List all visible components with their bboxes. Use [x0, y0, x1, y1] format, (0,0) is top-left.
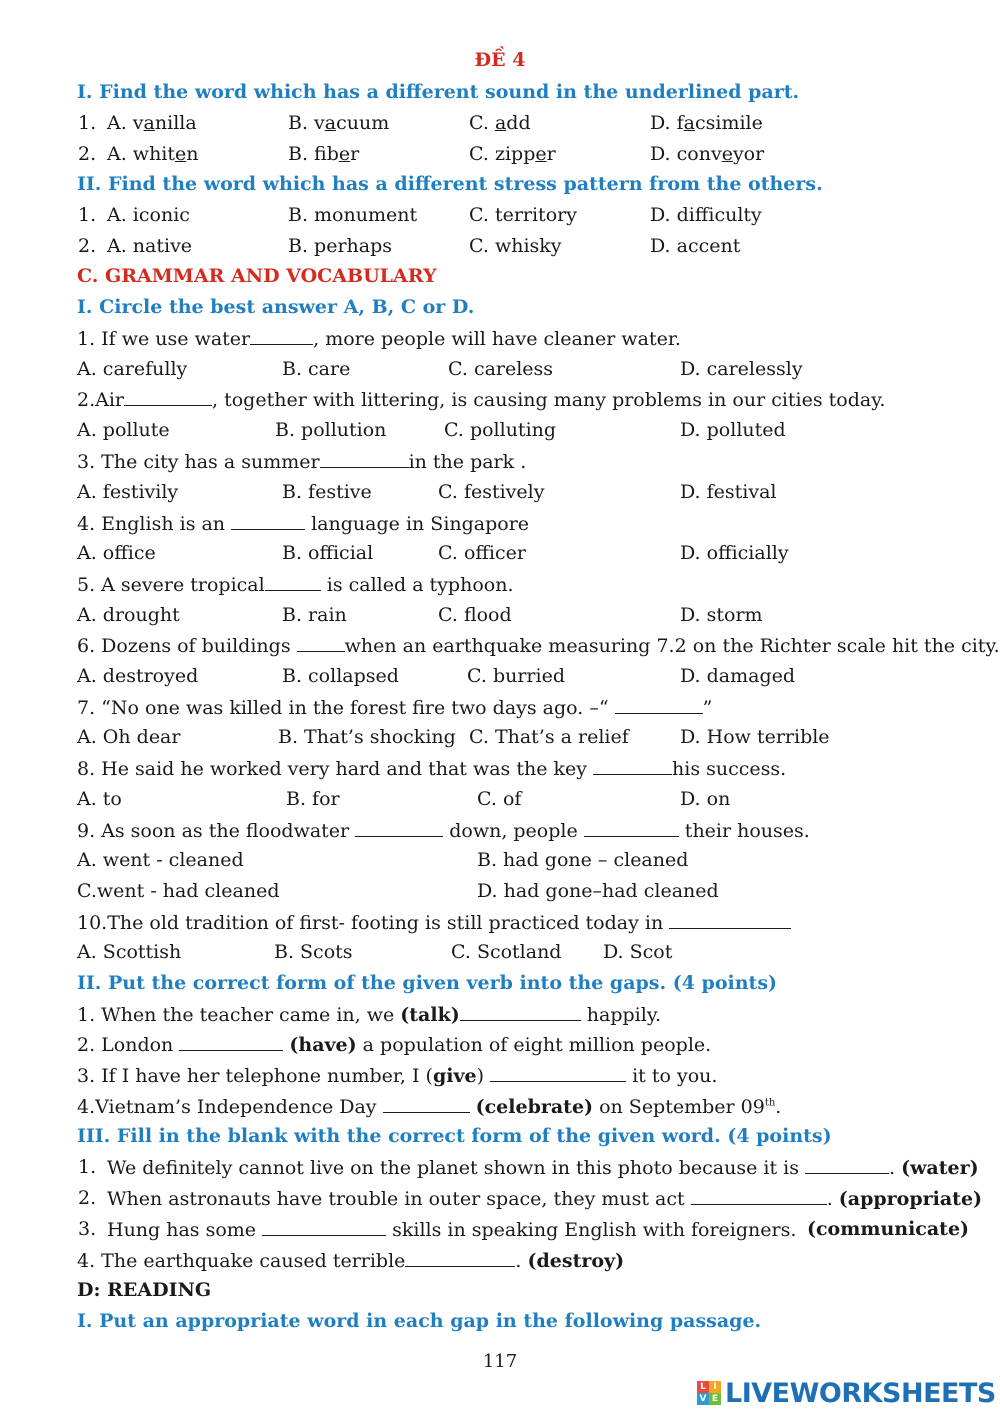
q-number: 1. — [78, 1156, 97, 1178]
option-b: B. pollution — [275, 419, 387, 441]
option-c: C. festively — [438, 481, 545, 503]
question-text: When astronauts have trouble in outer space, they must act . (appropriate) — [107, 1188, 983, 1210]
option-a: A. native — [107, 235, 193, 257]
option-a: A. whiten — [107, 143, 199, 165]
question-text: 4. English is an language in Singapore — [77, 513, 530, 535]
question-text: 3. If I have her telephone number, I (give) it to you. — [77, 1065, 718, 1087]
option-a: A. festivily — [77, 481, 179, 503]
option-b: B. That’s shocking — [278, 726, 456, 748]
option-c: C. flood — [438, 604, 512, 626]
option-d: D. How terrible — [680, 726, 830, 748]
question-text: 3. The city has a summer in the park . — [77, 451, 527, 473]
question-text: 8. He said he worked very hard and that was the key his success. — [77, 758, 787, 780]
option-c: C. zipper — [469, 143, 556, 165]
option-d: D. on — [680, 788, 731, 810]
option-d: D. facsimile — [650, 112, 763, 134]
option-c: C. officer — [438, 542, 526, 564]
exam-title: ĐỀ 4 — [474, 49, 526, 71]
option-d: D. polluted — [680, 419, 786, 441]
option-a: A. pollute — [77, 419, 170, 441]
option-a: A. destroyed — [77, 665, 199, 687]
q-number: 1. — [78, 112, 97, 134]
option-c: C. add — [469, 112, 531, 134]
section-heading-verbs: II. Put the correct form of the given verb into the gaps. (4 points) — [77, 972, 778, 994]
question-text: 9. As soon as the floodwater down, people their houses. — [77, 820, 810, 842]
option-a: A. went - cleaned — [77, 849, 244, 871]
question-text: 7. “No one was killed in the forest fire two days ago. –“ ” — [77, 697, 713, 719]
section-heading-sound: I. Find the word which has a different sound in the underlined part. — [77, 81, 800, 103]
given-word: (communicate) — [807, 1218, 970, 1240]
section-heading-word-form: III. Fill in the blank with the correct form of the given word. (4 points) — [77, 1125, 832, 1147]
option-c: C. polluting — [444, 419, 557, 441]
option-d: D. difficulty — [650, 204, 762, 226]
section-heading-circle: I. Circle the best answer A, B, C or D. — [77, 296, 475, 318]
question-text: 2.Air , together with littering, is causing many problems in our cities today. — [77, 389, 886, 411]
question-text: 4.Vietnam’s Independence Day (celebrate) on September 09th. — [77, 1096, 782, 1118]
question-text: 6. Dozens of buildings when an earthquake measuring 7.2 on the Richter scale hit the city. — [77, 635, 1000, 657]
question-text: 1. If we use water , more people will have cleaner water. — [77, 328, 681, 350]
option-d: D. damaged — [680, 665, 796, 687]
option-d: D. Scot — [603, 941, 673, 963]
option-c: C. That’s a relief — [469, 726, 629, 748]
option-a: A. to — [77, 788, 122, 810]
section-heading-passage: I. Put an appropriate word in each gap in the following passage. — [77, 1310, 762, 1332]
option-d: D. festival — [680, 481, 777, 503]
option-b: B. vacuum — [288, 112, 390, 134]
page-number: 117 — [482, 1351, 518, 1372]
option-c: C. whisky — [469, 235, 562, 257]
question-text: 4. The earthquake caused terrible . (destroy) — [77, 1250, 625, 1272]
option-c: C. Scotland — [451, 941, 562, 963]
section-heading-grammar: C. GRAMMAR AND VOCABULARY — [77, 265, 437, 287]
option-d: D. storm — [680, 604, 763, 626]
option-c: C.went - had cleaned — [77, 880, 280, 902]
option-d: D. carelessly — [680, 358, 803, 380]
option-a: A. Oh dear — [77, 726, 181, 748]
option-d: D. had gone–had cleaned — [477, 880, 719, 902]
option-a: A. drought — [77, 604, 180, 626]
option-c: C. of — [477, 788, 522, 810]
option-b: B. collapsed — [282, 665, 399, 687]
liveworksheets-logo: L I V E LIVEWORKSHEETS — [697, 1378, 996, 1408]
question-text: 5. A severe tropical is called a typhoon. — [77, 574, 514, 596]
q-number: 2. — [78, 235, 97, 257]
option-b: B. fiber — [288, 143, 360, 165]
section-heading-reading: D: READING — [77, 1279, 212, 1301]
option-c: C. territory — [469, 204, 577, 226]
logo-mark-icon: L I V E — [697, 1381, 721, 1405]
q-number: 2. — [78, 1187, 97, 1209]
section-heading-stress: II. Find the word which has a different stress pattern from the others. — [77, 173, 823, 195]
option-d: D. accent — [650, 235, 741, 257]
question-text: 1. When the teacher came in, we (talk) happily. — [77, 1004, 662, 1026]
option-b: B. festive — [282, 481, 372, 503]
option-a: A. iconic — [107, 204, 190, 226]
option-b: B. perhaps — [288, 235, 393, 257]
option-b: B. official — [282, 542, 374, 564]
option-b: B. for — [286, 788, 340, 810]
q-number: 2. — [78, 143, 97, 165]
question-text: We definitely cannot live on the planet shown in this photo because it is . (water) — [107, 1157, 979, 1179]
question-text: Hung has some skills in speaking English with foreigners. — [107, 1219, 797, 1241]
question-text: 10.The old tradition of first- footing is still practiced today in — [77, 910, 791, 935]
option-d: D. conveyor — [650, 143, 765, 165]
option-b: B. had gone – cleaned — [477, 849, 689, 871]
option-a: A. carefully — [77, 358, 188, 380]
option-c: C. burried — [467, 665, 565, 687]
option-a: A. vanilla — [107, 112, 197, 134]
option-b: B. Scots — [274, 941, 353, 963]
q-number: 1. — [78, 204, 97, 226]
q-number: 3. — [78, 1218, 97, 1240]
question-text: 2. London (have) a population of eight million people. — [77, 1034, 712, 1056]
option-b: B. care — [282, 358, 351, 380]
option-c: C. careless — [448, 358, 554, 380]
option-b: B. rain — [282, 604, 347, 626]
option-b: B. monument — [288, 204, 418, 226]
option-a: A. office — [77, 542, 156, 564]
option-a: A. Scottish — [77, 941, 182, 963]
option-d: D. officially — [680, 542, 789, 564]
